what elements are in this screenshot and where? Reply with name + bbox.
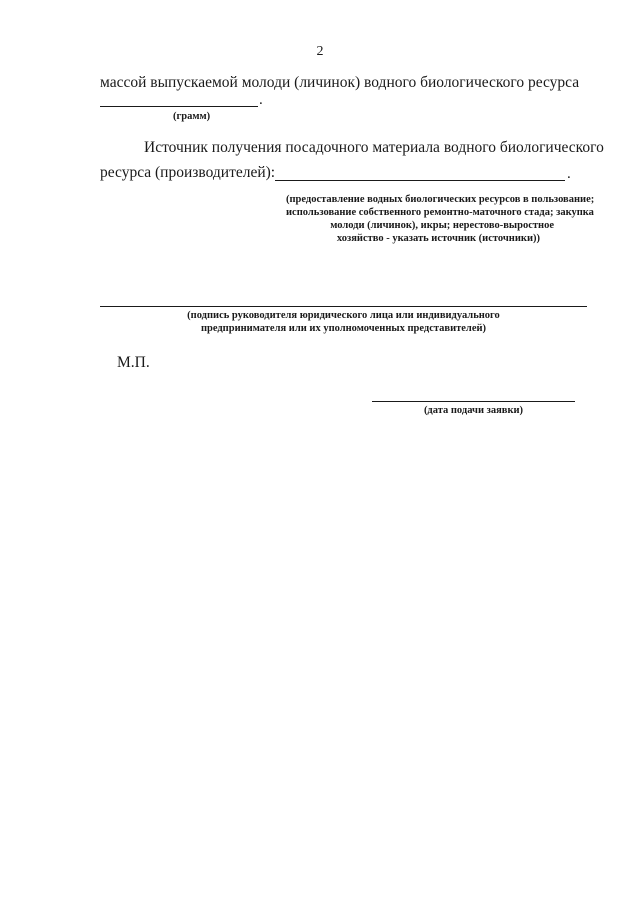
mass-field-end: . [259, 92, 263, 108]
date-caption: (дата подачи заявки) [423, 405, 524, 416]
source-line-2: ресурса (производителей): [100, 164, 276, 181]
signature-line [100, 306, 587, 307]
source-field-line [275, 180, 565, 181]
source-caption-line: (предоставление водных биологических ресурсов в пользование; [286, 194, 595, 205]
source-field-end: . [567, 166, 571, 182]
stamp-label: М.П. [117, 354, 150, 371]
date-line [372, 401, 575, 402]
source-line-1: Источник получения посадочного материала водного биологического [144, 139, 604, 156]
mass-text: массой выпускаемой молоди (личинок) водного биологического ресурса [100, 74, 580, 91]
source-caption-line: хозяйство - указать источник (источники)) [336, 233, 540, 245]
signature-caption-line: (подпись руководителя юридического лица или индивидуального [187, 310, 500, 321]
mass-field-caption: (грамм) [173, 111, 211, 122]
page-number: 2 [316, 44, 324, 59]
source-caption [286, 193, 595, 246]
mass-field-line [100, 106, 258, 107]
source-caption-line: использование собственного ремонтно-маточного стада; закупка [286, 207, 594, 219]
signature-caption [100, 309, 587, 335]
source-caption-line: молоди (личинок), икры; нерестово-выростное [330, 220, 554, 232]
signature-caption-line: предпринимателя или их уполномоченных представителей) [200, 323, 487, 335]
